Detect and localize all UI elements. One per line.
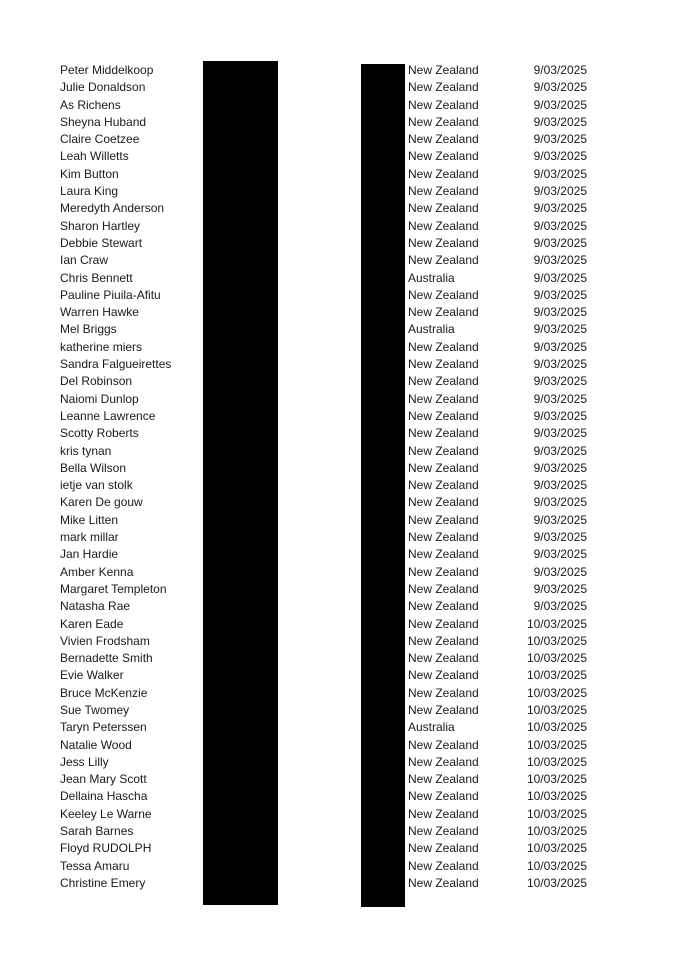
name-cell: Jan Hardie bbox=[60, 547, 119, 562]
date-cell: 10/03/2025 bbox=[526, 702, 587, 717]
table-row bbox=[0, 304, 675, 321]
table-row bbox=[0, 564, 675, 581]
country-cell: New Zealand bbox=[408, 495, 479, 510]
name-cell: Natasha Rae bbox=[60, 599, 131, 614]
name-cell: Sheyna Huband bbox=[60, 114, 147, 129]
country-cell: New Zealand bbox=[408, 339, 479, 354]
country-cell: New Zealand bbox=[408, 443, 479, 458]
name-cell: Warren Hawke bbox=[60, 305, 139, 320]
name-cell: Bernadette Smith bbox=[60, 651, 153, 666]
country-cell: New Zealand bbox=[408, 235, 479, 250]
table-row bbox=[0, 62, 675, 79]
name-cell: Julie Donaldson bbox=[60, 80, 146, 95]
country-cell: New Zealand bbox=[408, 287, 479, 302]
name-cell: Sharon Hartley bbox=[60, 218, 141, 233]
date-cell: 9/03/2025 bbox=[533, 564, 587, 579]
table-row bbox=[0, 200, 675, 217]
date-cell: 9/03/2025 bbox=[533, 581, 587, 596]
date-cell: 9/03/2025 bbox=[533, 426, 587, 441]
name-cell: katherine miers bbox=[60, 339, 143, 354]
name-cell: Vivien Frodsham bbox=[60, 633, 150, 648]
country-cell: New Zealand bbox=[408, 737, 479, 752]
table-row bbox=[0, 391, 675, 408]
name-cell: mark millar bbox=[60, 530, 119, 545]
date-cell: 10/03/2025 bbox=[526, 616, 587, 631]
country-cell: New Zealand bbox=[408, 651, 479, 666]
table-row bbox=[0, 581, 675, 598]
country-cell: Australia bbox=[408, 322, 455, 337]
name-cell: Sue Twomey bbox=[60, 702, 130, 717]
table-row bbox=[0, 633, 675, 650]
name-cell: Jess Lilly bbox=[60, 754, 109, 769]
table-row bbox=[0, 616, 675, 633]
table-row bbox=[0, 754, 675, 771]
country-cell: Australia bbox=[408, 720, 455, 735]
name-cell: Evie Walker bbox=[60, 668, 124, 683]
table-row bbox=[0, 875, 675, 892]
country-cell: New Zealand bbox=[408, 80, 479, 95]
name-cell: Mike Litten bbox=[60, 512, 119, 527]
country-cell: New Zealand bbox=[408, 166, 479, 181]
table-row bbox=[0, 339, 675, 356]
table-row bbox=[0, 79, 675, 96]
country-cell: New Zealand bbox=[408, 564, 479, 579]
table-row bbox=[0, 114, 675, 131]
date-cell: 9/03/2025 bbox=[533, 184, 587, 199]
date-cell: 9/03/2025 bbox=[533, 408, 587, 423]
date-cell: 10/03/2025 bbox=[526, 841, 587, 856]
date-cell: 10/03/2025 bbox=[526, 668, 587, 683]
country-cell: New Zealand bbox=[408, 391, 479, 406]
name-cell: Jean Mary Scott bbox=[60, 772, 147, 787]
country-cell: New Zealand bbox=[408, 547, 479, 562]
date-cell: 10/03/2025 bbox=[526, 737, 587, 752]
name-cell: ietje van stolk bbox=[60, 478, 133, 493]
table-row bbox=[0, 218, 675, 235]
table-row bbox=[0, 373, 675, 390]
table-row bbox=[0, 235, 675, 252]
name-cell: Meredyth Anderson bbox=[60, 201, 165, 216]
table-row bbox=[0, 131, 675, 148]
name-cell: Sandra Falgueirettes bbox=[60, 357, 172, 372]
name-cell: Peter Middelkoop bbox=[60, 63, 154, 77]
table-row bbox=[0, 270, 675, 287]
date-cell: 9/03/2025 bbox=[533, 547, 587, 562]
name-cell: Bruce McKenzie bbox=[60, 685, 148, 700]
country-cell: New Zealand bbox=[408, 305, 479, 320]
country-cell: New Zealand bbox=[408, 875, 479, 890]
country-cell: New Zealand bbox=[408, 806, 479, 821]
country-cell: New Zealand bbox=[408, 149, 479, 164]
country-cell: New Zealand bbox=[408, 408, 479, 423]
date-cell: 9/03/2025 bbox=[533, 443, 587, 458]
country-cell: New Zealand bbox=[408, 460, 479, 475]
country-cell: New Zealand bbox=[408, 374, 479, 389]
date-cell: 9/03/2025 bbox=[533, 460, 587, 475]
date-cell: 9/03/2025 bbox=[533, 201, 587, 216]
name-cell: Leanne Lawrence bbox=[60, 408, 156, 423]
name-cell: Scotty Roberts bbox=[60, 426, 139, 441]
table-row bbox=[0, 858, 675, 875]
date-cell: 9/03/2025 bbox=[533, 478, 587, 493]
name-cell: Natalie Wood bbox=[60, 737, 132, 752]
name-cell: Keeley Le Warne bbox=[60, 806, 152, 821]
date-cell: 10/03/2025 bbox=[526, 685, 587, 700]
table-row bbox=[0, 546, 675, 563]
date-cell: 10/03/2025 bbox=[526, 789, 587, 804]
date-cell: 9/03/2025 bbox=[533, 530, 587, 545]
date-cell: 9/03/2025 bbox=[533, 512, 587, 527]
country-cell: New Zealand bbox=[408, 63, 479, 77]
date-cell: 9/03/2025 bbox=[533, 149, 587, 164]
country-cell: New Zealand bbox=[408, 357, 479, 372]
date-cell: 9/03/2025 bbox=[533, 287, 587, 302]
name-cell: kris tynan bbox=[60, 443, 112, 458]
table-row bbox=[0, 356, 675, 373]
table-row bbox=[0, 97, 675, 114]
table-row bbox=[0, 529, 675, 546]
table-row bbox=[0, 737, 675, 754]
date-cell: 9/03/2025 bbox=[533, 339, 587, 354]
date-cell: 9/03/2025 bbox=[533, 166, 587, 181]
date-cell: 9/03/2025 bbox=[533, 322, 587, 337]
table-row bbox=[0, 166, 675, 183]
name-cell: Floyd RUDOLPH bbox=[60, 841, 152, 856]
name-cell: Bella Wilson bbox=[60, 460, 127, 475]
date-cell: 9/03/2025 bbox=[533, 495, 587, 510]
date-cell: 9/03/2025 bbox=[533, 391, 587, 406]
date-cell: 9/03/2025 bbox=[533, 235, 587, 250]
country-cell: New Zealand bbox=[408, 824, 479, 839]
name-cell: Leah Willetts bbox=[60, 149, 129, 164]
country-cell: New Zealand bbox=[408, 858, 479, 873]
name-cell: Pauline Piuila-Afitu bbox=[60, 287, 161, 302]
date-cell: 9/03/2025 bbox=[533, 218, 587, 233]
country-cell: New Zealand bbox=[408, 581, 479, 596]
table-row bbox=[0, 321, 675, 338]
name-cell: Chris Bennett bbox=[60, 270, 133, 285]
table-row bbox=[0, 788, 675, 805]
date-cell: 9/03/2025 bbox=[533, 305, 587, 320]
name-cell: Margaret Templeton bbox=[60, 581, 167, 596]
table-row bbox=[0, 719, 675, 736]
table-row bbox=[0, 252, 675, 269]
name-cell: As Richens bbox=[60, 97, 121, 112]
country-cell: New Zealand bbox=[408, 478, 479, 493]
country-cell: New Zealand bbox=[408, 530, 479, 545]
name-cell: Kim Button bbox=[60, 166, 119, 181]
table-row bbox=[0, 650, 675, 667]
country-cell: Australia bbox=[408, 270, 455, 285]
country-cell: New Zealand bbox=[408, 218, 479, 233]
name-cell: Tessa Amaru bbox=[60, 858, 130, 873]
name-cell: Debbie Stewart bbox=[60, 235, 143, 250]
table-row bbox=[0, 806, 675, 823]
date-cell: 10/03/2025 bbox=[526, 772, 587, 787]
country-cell: New Zealand bbox=[408, 97, 479, 112]
date-cell: 10/03/2025 bbox=[526, 720, 587, 735]
name-cell: Amber Kenna bbox=[60, 564, 134, 579]
table-row bbox=[0, 408, 675, 425]
date-cell: 9/03/2025 bbox=[533, 80, 587, 95]
date-cell: 10/03/2025 bbox=[526, 633, 587, 648]
country-cell: New Zealand bbox=[408, 616, 479, 631]
date-cell: 9/03/2025 bbox=[533, 253, 587, 268]
date-cell: 10/03/2025 bbox=[526, 651, 587, 666]
table-row bbox=[0, 183, 675, 200]
country-cell: New Zealand bbox=[408, 668, 479, 683]
date-cell: 9/03/2025 bbox=[533, 114, 587, 129]
table-row bbox=[0, 287, 675, 304]
name-cell: Christine Emery bbox=[60, 875, 146, 890]
date-cell: 9/03/2025 bbox=[533, 97, 587, 112]
table-row bbox=[0, 512, 675, 529]
country-cell: New Zealand bbox=[408, 772, 479, 787]
table-row bbox=[0, 425, 675, 442]
table-row bbox=[0, 771, 675, 788]
country-cell: New Zealand bbox=[408, 201, 479, 216]
country-cell: New Zealand bbox=[408, 702, 479, 717]
country-cell: New Zealand bbox=[408, 685, 479, 700]
table-row bbox=[0, 494, 675, 511]
date-cell: 9/03/2025 bbox=[533, 599, 587, 614]
country-cell: New Zealand bbox=[408, 184, 479, 199]
country-cell: New Zealand bbox=[408, 253, 479, 268]
date-cell: 9/03/2025 bbox=[533, 132, 587, 147]
table-row bbox=[0, 477, 675, 494]
name-cell: Mel Briggs bbox=[60, 322, 117, 337]
date-cell: 10/03/2025 bbox=[526, 754, 587, 769]
country-cell: New Zealand bbox=[408, 633, 479, 648]
table-row bbox=[0, 840, 675, 857]
table-row bbox=[0, 667, 675, 684]
name-cell: Sarah Barnes bbox=[60, 824, 134, 839]
country-cell: New Zealand bbox=[408, 841, 479, 856]
country-cell: New Zealand bbox=[408, 512, 479, 527]
date-cell: 9/03/2025 bbox=[533, 270, 587, 285]
date-cell: 9/03/2025 bbox=[533, 63, 587, 77]
date-cell: 9/03/2025 bbox=[533, 374, 587, 389]
date-cell: 10/03/2025 bbox=[526, 806, 587, 821]
name-cell: Karen Eade bbox=[60, 616, 124, 631]
table-row bbox=[0, 598, 675, 615]
name-cell: Naiomi Dunlop bbox=[60, 391, 139, 406]
table-row bbox=[0, 148, 675, 165]
table-row bbox=[0, 685, 675, 702]
date-cell: 9/03/2025 bbox=[533, 357, 587, 372]
country-cell: New Zealand bbox=[408, 599, 479, 614]
name-cell: Ian Craw bbox=[60, 253, 109, 268]
date-cell: 10/03/2025 bbox=[526, 875, 587, 890]
country-cell: New Zealand bbox=[408, 426, 479, 441]
country-cell: New Zealand bbox=[408, 114, 479, 129]
name-cell: Karen De gouw bbox=[60, 495, 143, 510]
name-cell: Taryn Peterssen bbox=[60, 720, 147, 735]
name-cell: Claire Coetzee bbox=[60, 132, 140, 147]
data-table bbox=[0, 62, 675, 892]
date-cell: 10/03/2025 bbox=[526, 858, 587, 873]
name-cell: Laura King bbox=[60, 184, 119, 199]
table-row bbox=[0, 443, 675, 460]
table-row bbox=[0, 460, 675, 477]
table-row bbox=[0, 702, 675, 719]
name-cell: Dellaina Hascha bbox=[60, 789, 148, 804]
country-cell: New Zealand bbox=[408, 789, 479, 804]
table-row bbox=[0, 823, 675, 840]
country-cell: New Zealand bbox=[408, 754, 479, 769]
date-cell: 10/03/2025 bbox=[526, 824, 587, 839]
country-cell: New Zealand bbox=[408, 132, 479, 147]
name-cell: Del Robinson bbox=[60, 374, 133, 389]
